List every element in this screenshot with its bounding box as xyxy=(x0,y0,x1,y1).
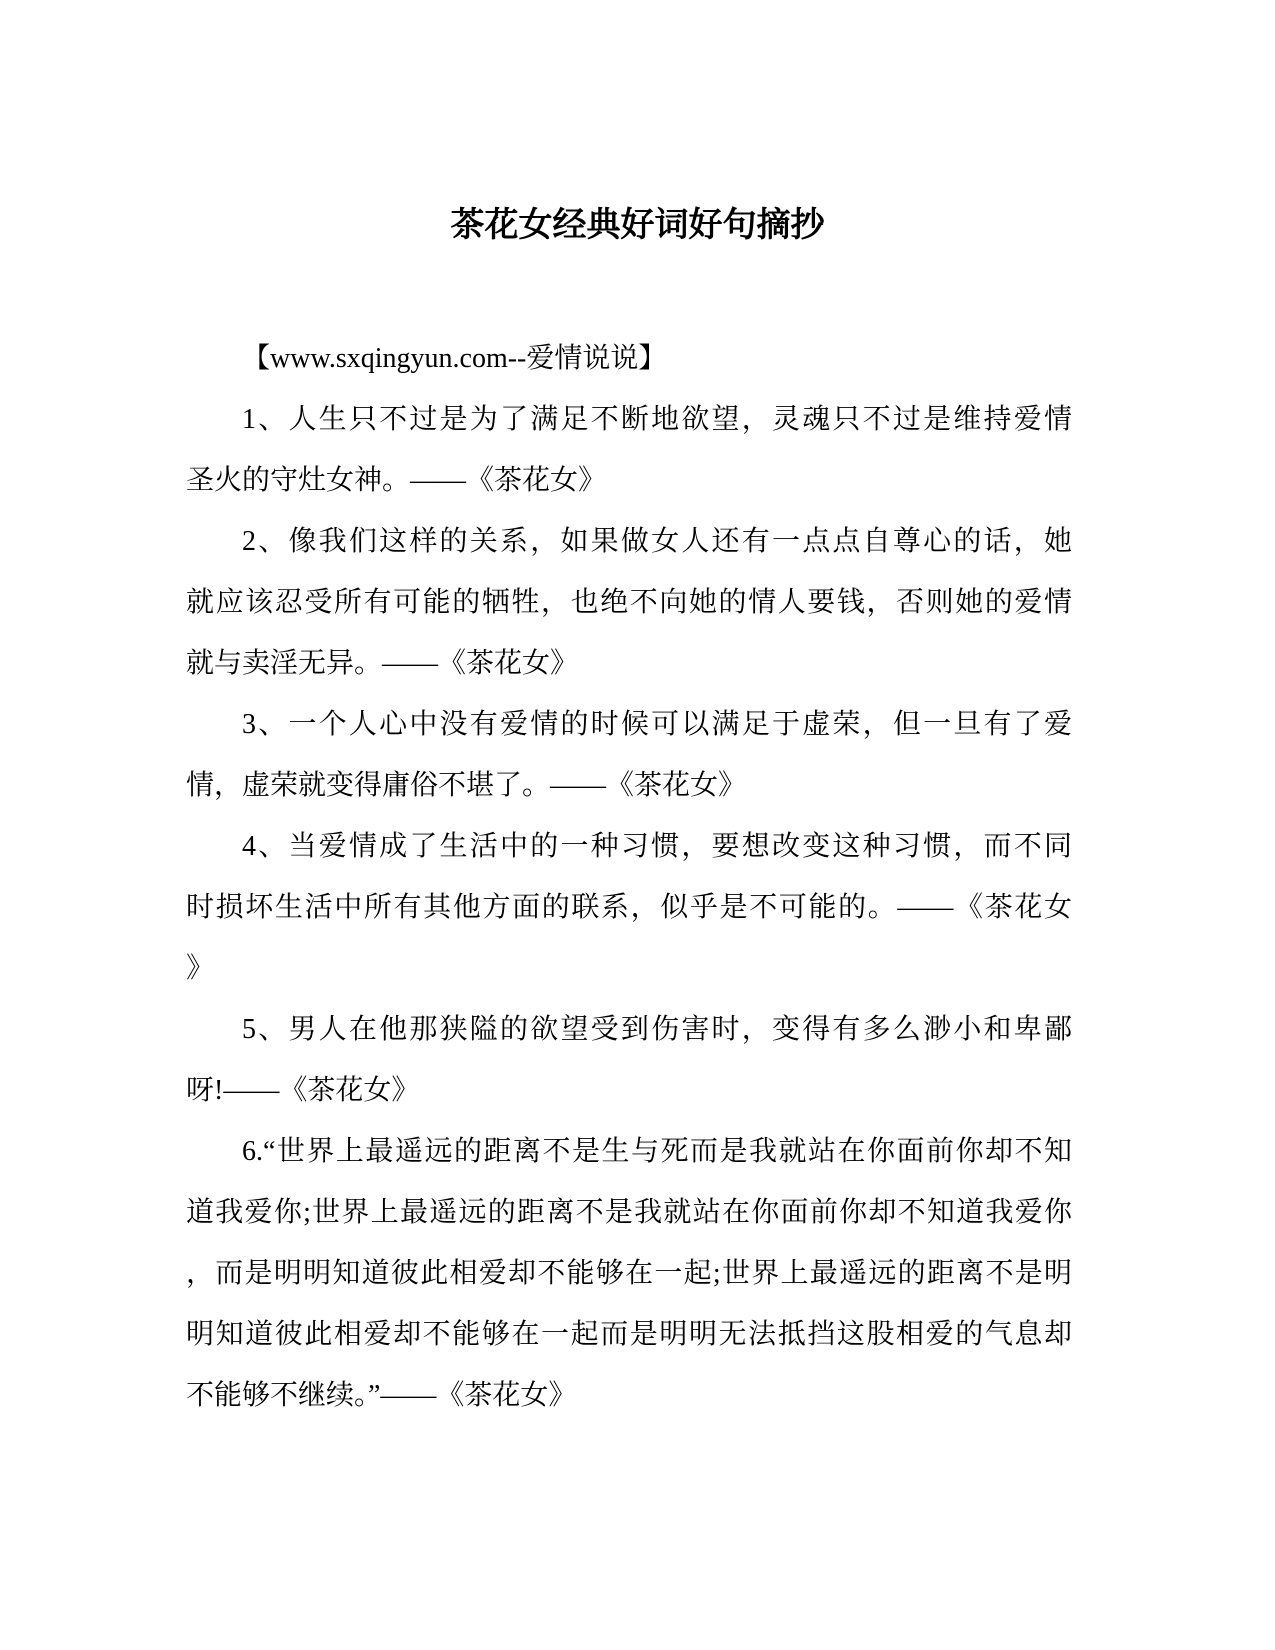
source-line: 【www.sxqingyun.com--爱情说说】 xyxy=(242,343,667,374)
text-line: 1、人生只不过是为了满足不断地欲望，灵魂只不过是维持爱情 xyxy=(242,404,1072,435)
text-line: 圣火的守灶女神。——《茶花女》 xyxy=(186,465,607,496)
quote-paragraph-4 xyxy=(186,816,1072,999)
source-paragraph xyxy=(186,328,1072,389)
text-line: ，而是明明知道彼此相爱却不能够在一起;世界上最遥远的距离不是明 xyxy=(186,1258,1072,1289)
page-title: 茶花女经典好词好句摘抄 xyxy=(450,206,825,244)
text-line: 就与卖淫无异。——《茶花女》 xyxy=(186,648,579,679)
text-line: 》 xyxy=(186,953,215,984)
text-line: 时损坏生活中所有其他方面的联系，似乎是不可能的。——《茶花女 xyxy=(186,892,1072,923)
quote-paragraph-3 xyxy=(186,694,1072,816)
text-line: 情，虚荣就变得庸俗不堪了。——《茶花女》 xyxy=(186,770,747,801)
quote-paragraph-2 xyxy=(186,511,1072,694)
text-line: 5、男人在他那狭隘的欲望受到伤害时，变得有多么渺小和卑鄙 xyxy=(242,1014,1072,1045)
text-line: 道我爱你;世界上最遥远的距离不是我就站在你面前你却不知道我爱你 xyxy=(186,1197,1072,1228)
quote-paragraph-6 xyxy=(186,1121,1072,1426)
quote-paragraph-5 xyxy=(186,999,1072,1121)
text-line: 6.“世界上最遥远的距离不是生与死而是我就站在你面前你却不知 xyxy=(242,1136,1072,1167)
text-line: 4、当爱情成了生活中的一种习惯，要想改变这种习惯，而不同 xyxy=(242,831,1072,862)
text-line: 不能够不继续。”——《茶花女》 xyxy=(186,1380,577,1411)
text-line: 就应该忍受所有可能的牺牲，也绝不向她的情人要钱，否则她的爱情 xyxy=(186,587,1072,618)
text-line: 呀!——《茶花女》 xyxy=(186,1075,420,1106)
text-line: 3、一个人心中没有爱情的时候可以满足于虚荣，但一旦有了爱 xyxy=(242,709,1072,740)
text-line: 2、像我们这样的关系，如果做女人还有一点点自尊心的话，她 xyxy=(242,526,1072,557)
document-body xyxy=(186,328,1072,1426)
quote-paragraph-1 xyxy=(186,389,1072,511)
text-line: 明知道彼此相爱却不能够在一起而是明明无法抵挡这股相爱的气息却 xyxy=(186,1319,1072,1350)
